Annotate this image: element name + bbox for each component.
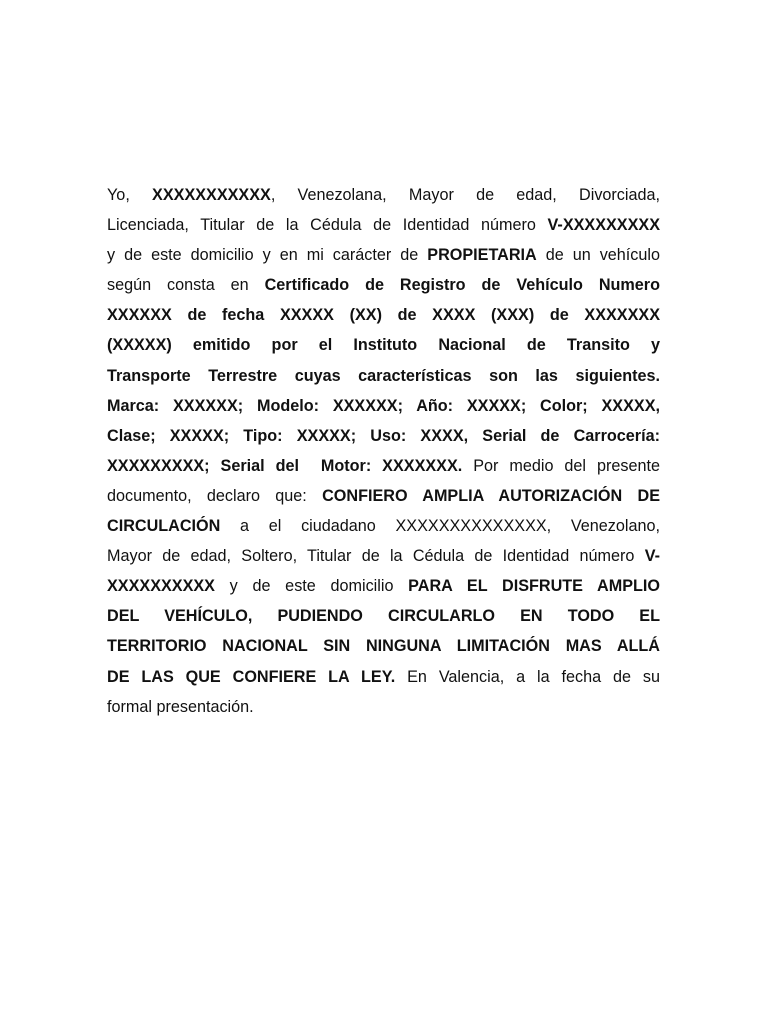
text-line: según consta en Certificado de Registro de Vehículo Numero xyxy=(107,276,660,295)
text-line: Licenciada, Titular de la Cédula de Identidad número V-XXXXXXXXX xyxy=(107,216,660,235)
text-line: XXXXXXXXXX y de este domicilio PARA EL DISFRUTE AMPLIO xyxy=(107,577,660,596)
text-line: Yo, XXXXXXXXXXX, Venezolana, Mayor de edad, Divorciada, xyxy=(107,186,660,204)
text-line: Mayor de edad, Soltero, Titular de la Cédula de Identidad número V- xyxy=(107,547,660,566)
text-line: Marca: XXXXXX; Modelo: XXXXXX; Año: XXXXX; Color; XXXXX, xyxy=(107,396,660,415)
text-line: DE LAS QUE CONFIERE LA LEY. En Valencia, a la fecha de su xyxy=(107,667,660,686)
text-line: Clase; XXXXX; Tipo: XXXXX; Uso: XXXX, Serial de Carrocería: xyxy=(107,426,660,445)
text-line: CIRCULACIÓN a el ciudadano XXXXXXXXXXXXXX, Venezolano, xyxy=(107,517,660,536)
text-line: XXXXXXXXX; Serial del Motor: XXXXXXX. Por medio del presente xyxy=(107,456,660,475)
text-line: documento, declaro que: CONFIERO AMPLIA AUTORIZACIÓN DE xyxy=(107,486,660,505)
authorization-paragraph xyxy=(107,180,660,722)
text-line: TERRITORIO NACIONAL SIN NINGUNA LIMITACIÓN MAS ALLÁ xyxy=(107,637,660,656)
text-line: XXXXXX de fecha XXXXX (XX) de XXXX (XXX) de XXXXXXX xyxy=(107,306,660,325)
text-line: (XXXXX) emitido por el Instituto Nacional de Transito y xyxy=(107,336,660,355)
text-line: DEL VEHÍCULO, PUDIENDO CIRCULARLO EN TODO EL xyxy=(107,607,660,626)
text-line: formal presentación. xyxy=(107,697,254,716)
text-line: y de este domicilio y en mi carácter de PROPIETARIA de un vehículo xyxy=(107,246,660,265)
text-line: Transporte Terrestre cuyas características son las siguientes. xyxy=(107,366,660,385)
